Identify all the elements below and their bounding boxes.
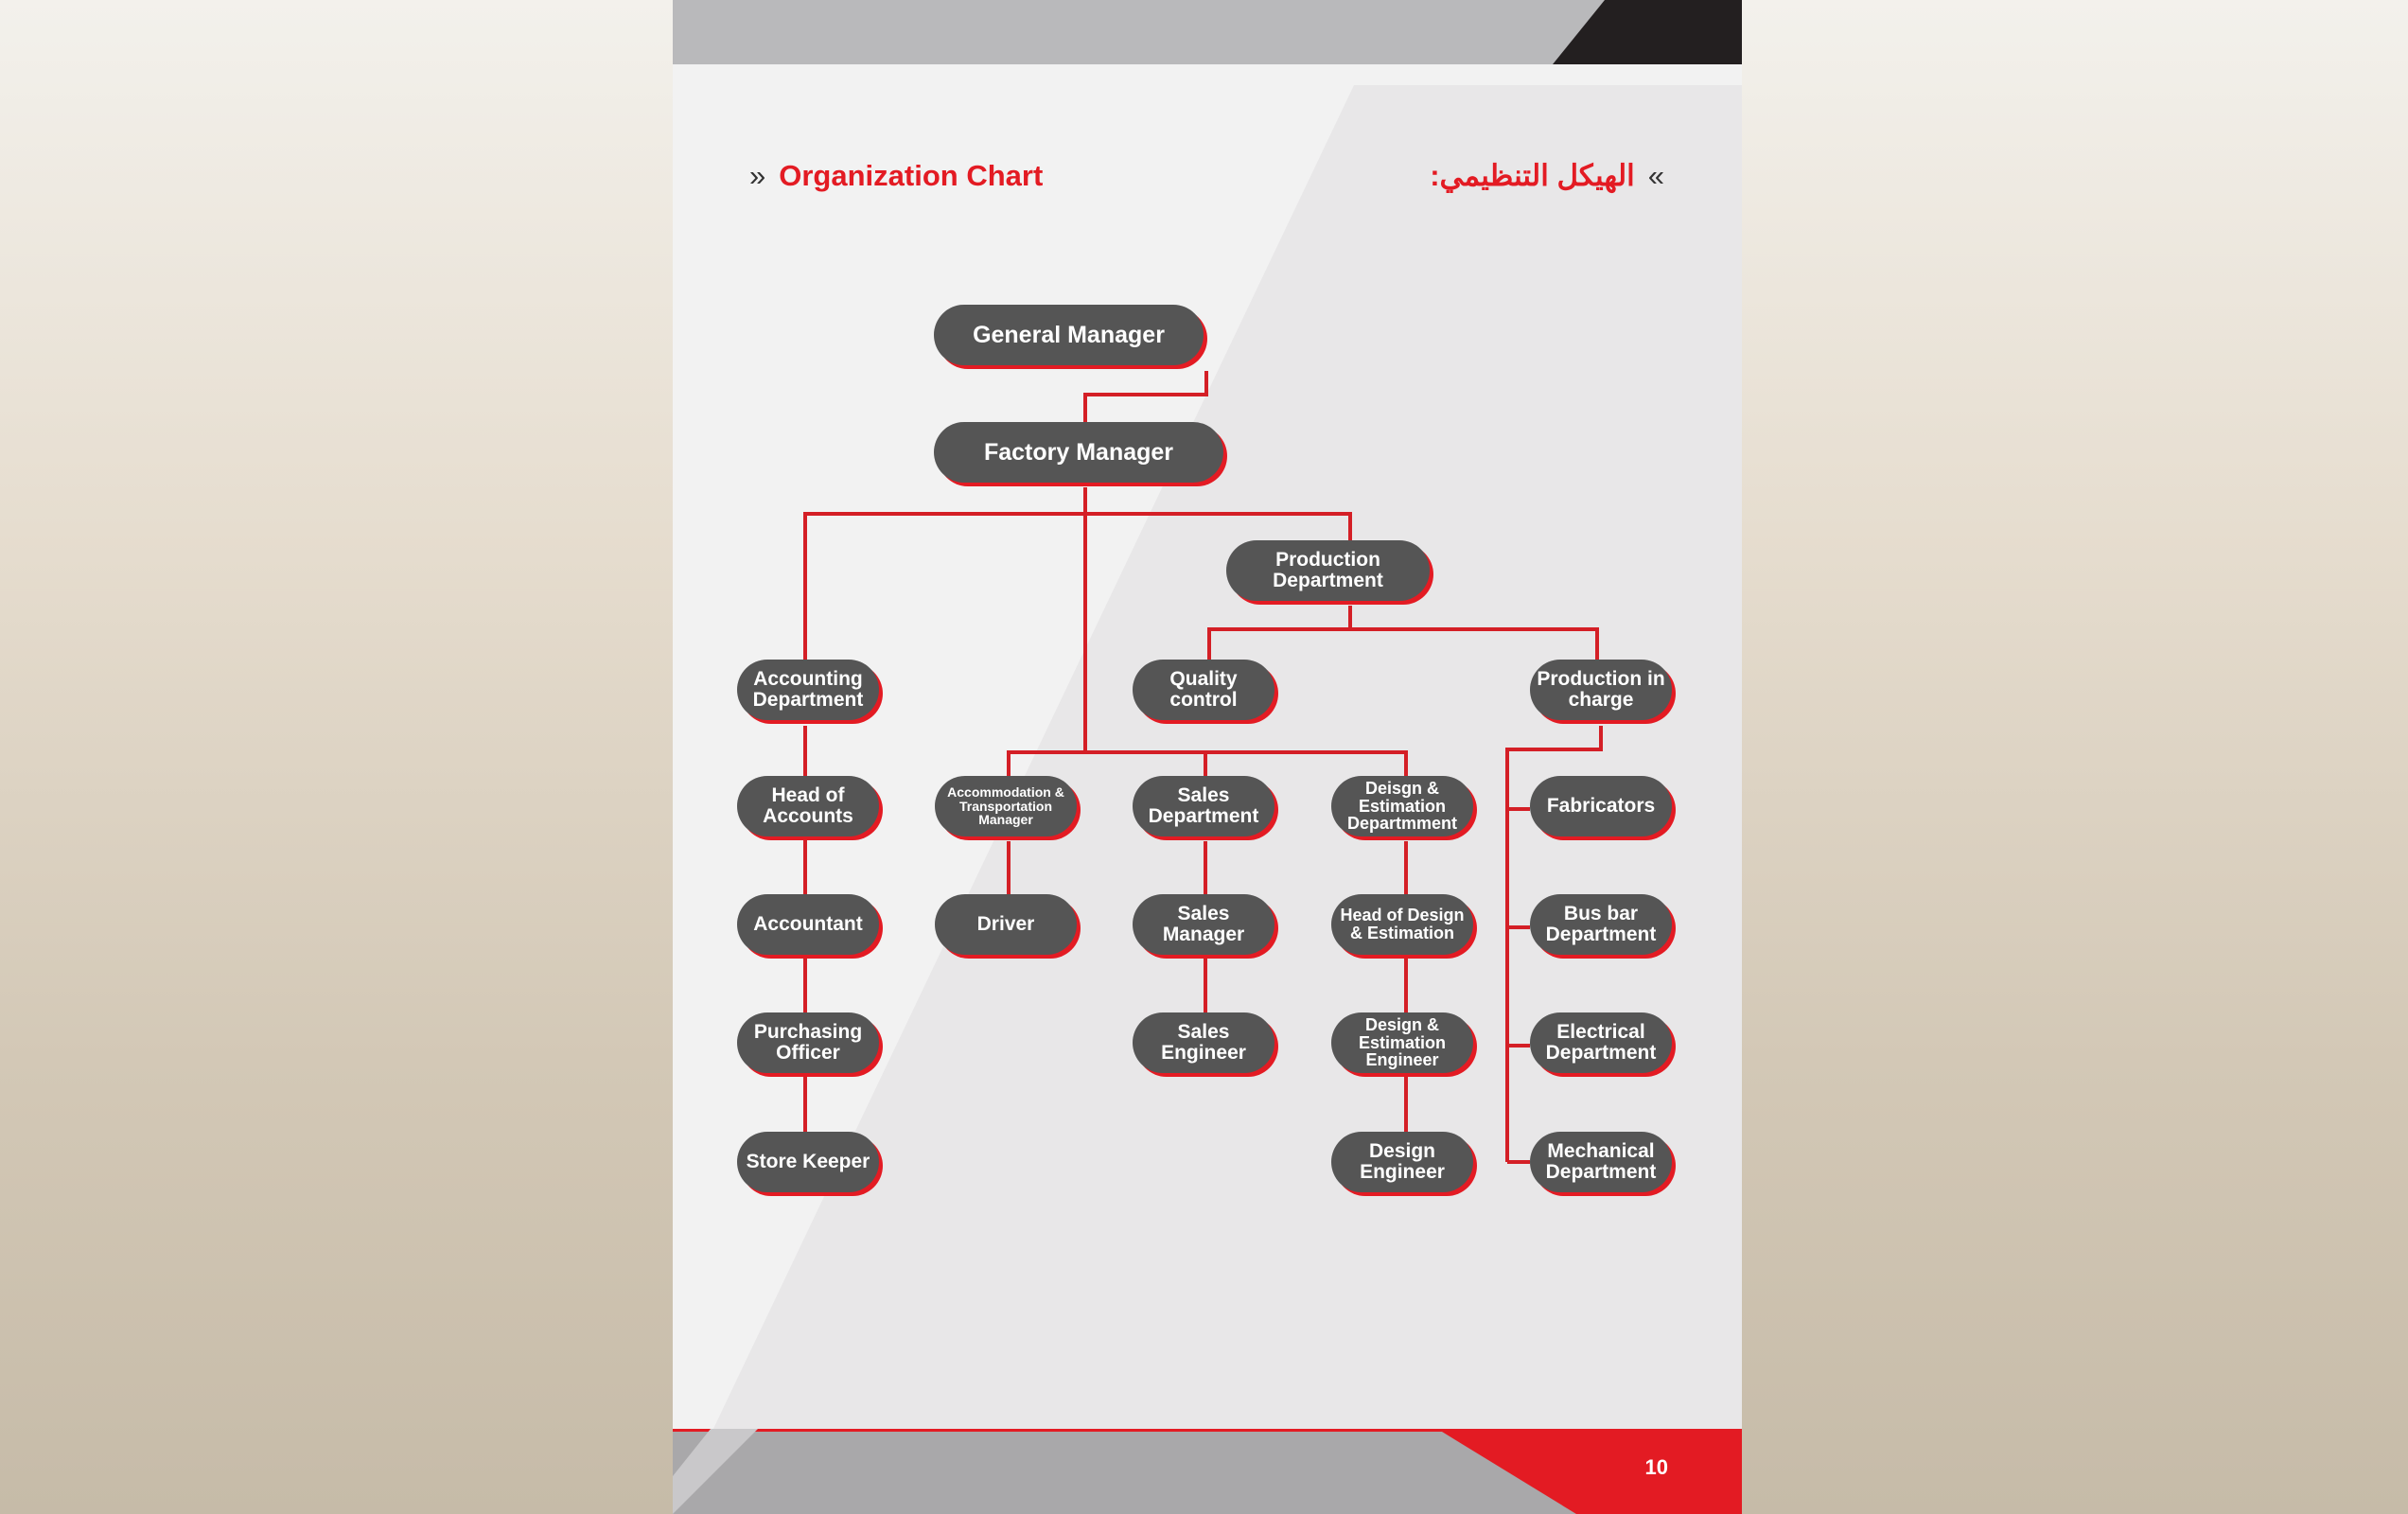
node-mechanical-department: Mechanical Department (1530, 1132, 1672, 1192)
chevron-icon: » (749, 159, 766, 192)
node-quality-control: Quality control (1133, 660, 1274, 720)
org-connectors (673, 0, 1742, 1514)
connector-gm-fm (1085, 371, 1206, 422)
node-driver: Driver (935, 894, 1077, 955)
node-design-estimation-engineer: Design & Estimation Engineer (1331, 1012, 1473, 1073)
node-accountant: Accountant (737, 894, 879, 955)
page-number: 10 (1644, 1455, 1668, 1479)
node-store-keeper: Store Keeper (737, 1132, 879, 1192)
node-purchasing-officer: Purchasing Officer (737, 1012, 879, 1073)
node-general-manager: General Manager (934, 305, 1204, 365)
node-factory-manager: Factory Manager (934, 422, 1223, 483)
node-production-in-charge: Production in charge (1530, 660, 1672, 720)
node-busbar-department: Bus bar Department (1530, 894, 1672, 955)
node-head-of-accounts: Head of Accounts (737, 776, 879, 836)
node-fabricators: Fabricators (1530, 776, 1672, 836)
title-en-text: Organization Chart (779, 159, 1044, 192)
node-design-engineer: Design Engineer (1331, 1132, 1473, 1192)
node-sales-engineer: Sales Engineer (1133, 1012, 1274, 1073)
node-electrical-department: Electrical Department (1530, 1012, 1672, 1073)
node-design-estimation-department: Deisgn & Estimation Departmment (1331, 776, 1473, 836)
node-accounting-department: Accounting Department (737, 660, 879, 720)
title-ar-text: الهيكل التنظيمي: (1430, 159, 1635, 192)
node-accommodation-transport-manager: Accommodation & Transportation Manager (935, 776, 1077, 836)
node-sales-department: Sales Department (1133, 776, 1274, 836)
node-head-of-design-estimation: Head of Design & Estimation (1331, 894, 1473, 955)
node-sales-manager: Sales Manager (1133, 894, 1274, 955)
connector-prod-left (1209, 606, 1350, 660)
chevron-icon: » (1647, 159, 1664, 192)
node-production-department: Production Department (1226, 540, 1430, 601)
connector-prod-right (1350, 629, 1597, 660)
brochure-page (673, 0, 1742, 1514)
